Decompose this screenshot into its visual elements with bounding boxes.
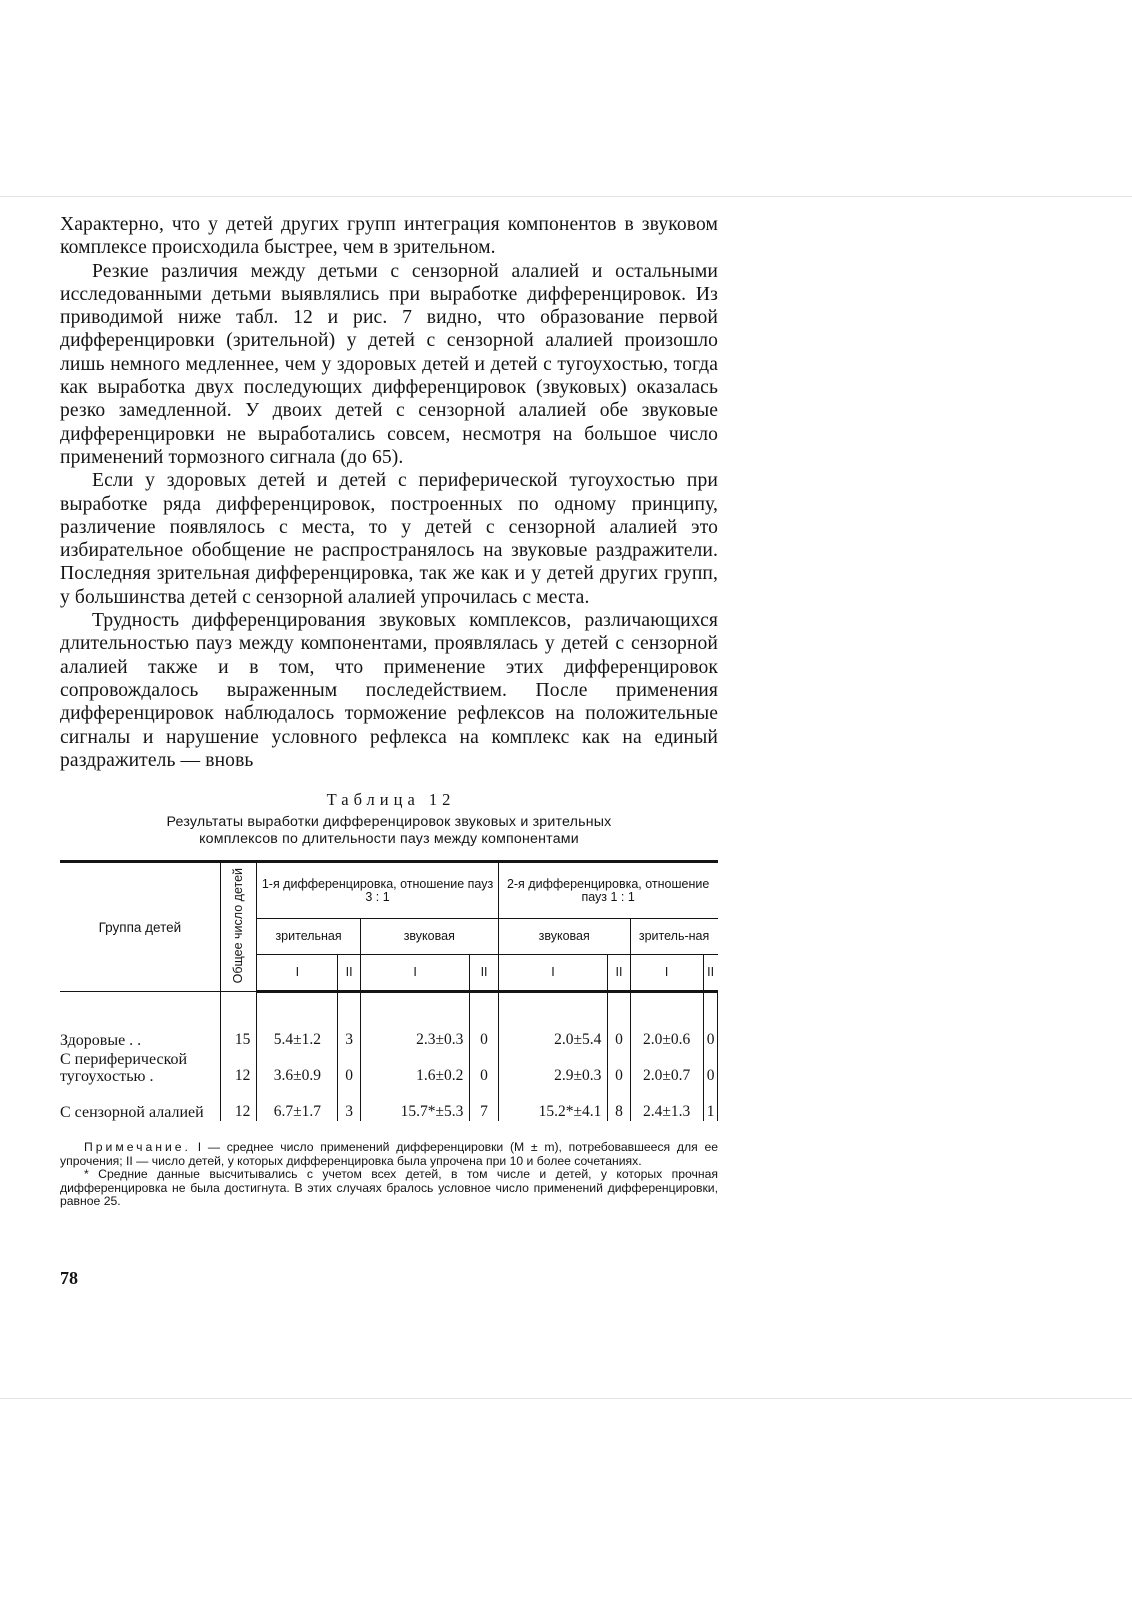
header-visual-2: зритель-ная [630, 919, 717, 955]
paragraph-2: Резкие различия между детьми с сензорной алалией и остальными исследованными детьми выявлялись при выработке дифференцировок. Из приводимой ниже табл. 12 и рис. 7 видно, что образование первой дифференцировки (зрительной) у детей с сензорной алалией произошло лишь немного медленнее, чем у здоровых детей и детей с тугоухостью, тогда как выработка двух последующих дифференцировок (звуковых) оказалась резко замедленной. У двоих детей с сензорной алалией обе звуковые дифференцировки не выработались совсем, несмотря на большое число применений тормозного сигнала (до 65). [60, 260, 718, 468]
paragraph-4: Трудность дифференцирования звуковых комплексов, различающихся длительностью пауз между компонентами, проявлялась у детей с сензорной алалией также и в том, что применение этих дифференцировок сопровождалось выраженным последействием. После применения дифференцировок наблюдалось торможение рефлексов на положительные сигналы и нарушение условного рефлекса на комплекс как на единый раздражитель — вновь [60, 610, 718, 771]
cell-s1-II: 0 [470, 992, 498, 1050]
header-group: Группа детей [60, 862, 220, 992]
cell-s2-I: 2.0±5.4 [498, 992, 608, 1050]
header-total [220, 862, 257, 992]
cell-s1-II: 0 [470, 1049, 498, 1085]
header-sound-2: звуковая [498, 919, 630, 955]
header-col-I: I [257, 955, 338, 992]
cell-s1-I: 1.6±0.2 [360, 1049, 470, 1085]
header-col-II: II [338, 955, 360, 992]
cell-total: 15 [220, 992, 257, 1050]
cell-s1-I: 15.7*±5.3 [360, 1085, 470, 1121]
header-diff2: 2-я дифференцировка, отношение пауз 1 : 1 [498, 862, 717, 919]
cell-s1-II: 7 [470, 1085, 498, 1121]
cell-v1-II: 3 [338, 1085, 360, 1121]
table-title [60, 814, 718, 848]
cell-v2-I: 2.0±0.7 [630, 1049, 703, 1085]
cell-s2-I: 2.9±0.3 [498, 1049, 608, 1085]
results-table [60, 860, 718, 1121]
note-2: * Средние данные высчитывались с учетом всех детей, в том числе и детей, у которых прочная дифференцировка не была достигнута. В этих случаях бралось условное число применений дифференцировки, равное 25. [60, 1167, 718, 1209]
header-col-I: I [498, 955, 608, 992]
cell-v1-I: 6.7±1.7 [257, 1085, 338, 1121]
paragraph-1: Характерно, что у детей других групп интеграция компонентов в звуковом комплексе происходила быстрее, чем в зрительном. [60, 214, 718, 259]
table-row [60, 992, 718, 1050]
header-sound-1: звуковая [360, 919, 498, 955]
cell-s2-I: 15.2*±4.1 [498, 1085, 608, 1121]
paragraph-3: Если у здоровых детей и детей с периферической тугоухостью при выработке ряда дифференцировок, построенных по одному принципу, различение появлялось с места, то у детей с сензорной алалией это избирательное обобщение не распространялось на звуковые раздражители. Последняя зрительная дифференцировка, так же как и у детей других групп, у большинства детей с сензорной алалией упрочилась с места. [60, 470, 718, 608]
cell-v1-II: 3 [338, 992, 360, 1050]
note-1 [60, 1141, 718, 1168]
header-col-II: II [470, 955, 498, 992]
page-number: 78 [60, 1268, 78, 1288]
cell-s2-II: 0 [608, 992, 630, 1050]
cell-s2-II: 0 [608, 1049, 630, 1085]
cell-v1-I: 3.6±0.9 [257, 1049, 338, 1085]
cell-v1-I: 5.4±1.2 [257, 992, 338, 1050]
header-total-text: Общее число детей [231, 868, 246, 984]
cell-v2-I: 2.4±1.3 [630, 1085, 703, 1121]
row-group: Здоровые . . [60, 1032, 142, 1050]
header-col-II: II [703, 955, 717, 992]
book-page [60, 213, 718, 1209]
page-top-edge [0, 196, 1132, 197]
table-notes [60, 1141, 718, 1208]
note-label: Примечание. [84, 1140, 191, 1155]
cell-total: 12 [220, 1085, 257, 1121]
header-col-I: I [630, 955, 703, 992]
table-row [60, 1049, 718, 1085]
header-diff1: 1-я дифференцировка, отношение пауз 3 : 1 [257, 862, 498, 919]
header-col-II: II [608, 955, 630, 992]
cell-v2-II: 0 [703, 992, 717, 1050]
cell-s2-II: 8 [608, 1085, 630, 1121]
header-visual-1: зрительная [257, 919, 360, 955]
header-col-I: I [360, 955, 470, 992]
table-row [60, 1085, 718, 1121]
table-caption [60, 790, 718, 848]
row-group: С периферической тугоухостью . [60, 1051, 188, 1086]
table-title-line-2: комплексов по длительности пауз между компонентами [199, 831, 579, 848]
table-number: Таблица 12 [326, 790, 456, 810]
row-group: С сензорной алалией [60, 1104, 204, 1122]
note-1-text: I — среднее число применений дифференцировки (M ± m), потребовавшееся для ее упрочения; II — число детей, у которых дифференцировка была упрочена при 10 и более сочетаниях. [60, 1140, 719, 1168]
cell-v2-II: 1 [703, 1085, 717, 1121]
cell-s1-I: 2.3±0.3 [360, 992, 470, 1050]
table-title-line-1: Результаты выработки дифференцировок звуковых и зрительных [166, 814, 612, 831]
cell-v2-II: 0 [703, 1049, 717, 1085]
page-bottom-edge [0, 1398, 1132, 1399]
cell-total: 12 [220, 1049, 257, 1085]
cell-v2-I: 2.0±0.6 [630, 992, 703, 1050]
cell-v1-II: 0 [338, 1049, 360, 1085]
